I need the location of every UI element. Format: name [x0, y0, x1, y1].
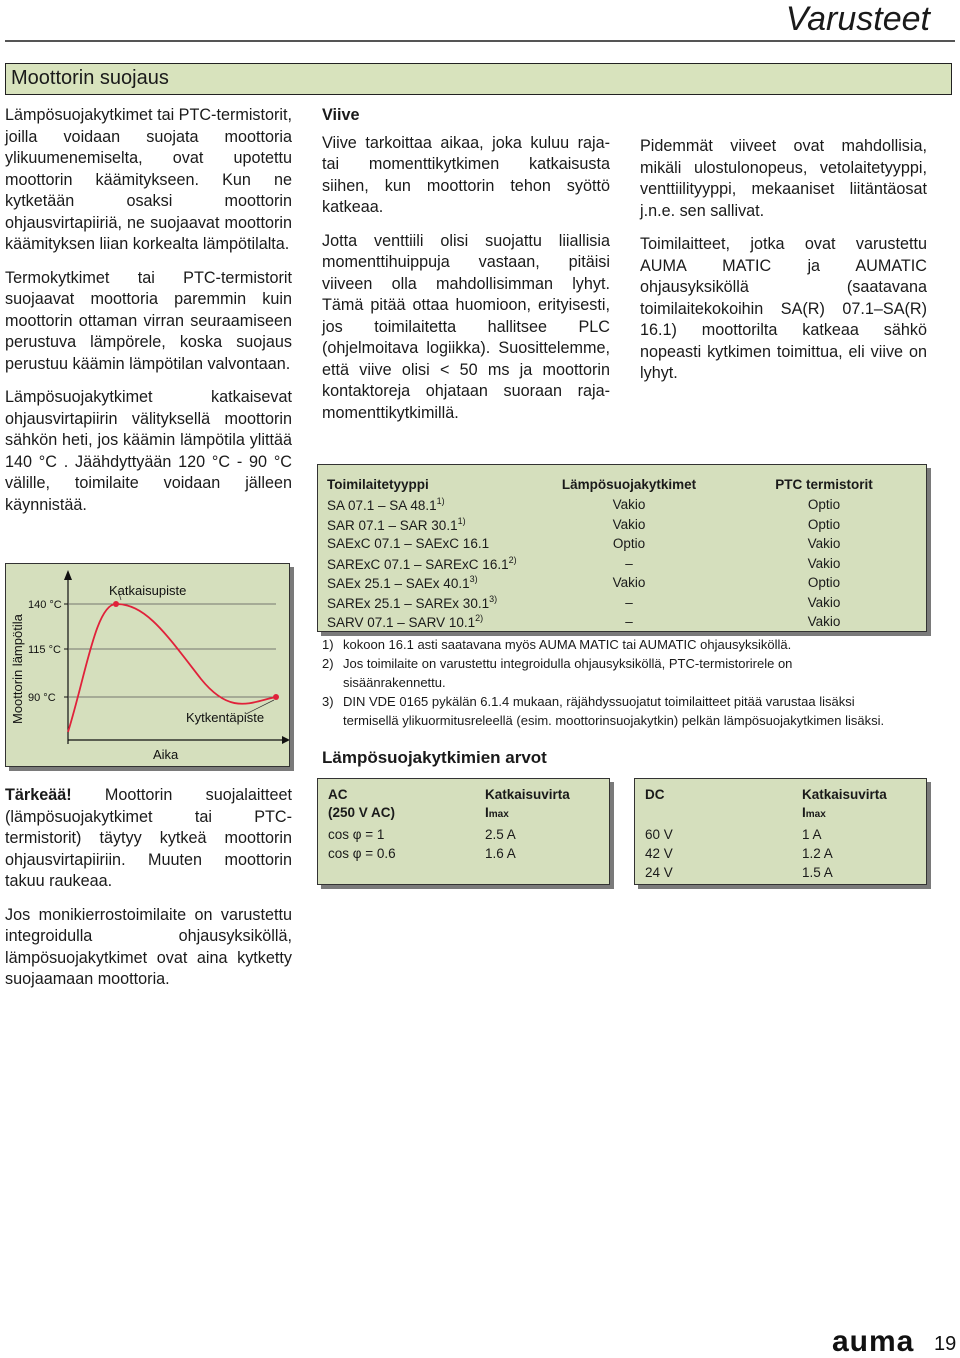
- table-row: [327, 844, 597, 863]
- page-number: 19: [934, 1333, 957, 1355]
- current-cell: 1 A: [802, 827, 822, 842]
- type-text: SAREx 25.1 – SAREx 30.1: [327, 595, 490, 611]
- trip-point-label: Katkaisupiste: [109, 583, 187, 598]
- table-row: [326, 534, 918, 554]
- type-cell: [326, 534, 528, 554]
- dc-values-box: [634, 778, 927, 885]
- footnote-continuation: [322, 712, 922, 729]
- table-row: [644, 825, 914, 844]
- current-header: Katkaisuvirta: [485, 787, 570, 802]
- ptc-cell: Optio: [807, 497, 841, 513]
- paragraph: Lämpösuojakytkimet katkaisevat ohjausvirtapiirin välityksellä moottorin sähkön heti, jos käämin lämpötila ylittää 140 °C . Jäähdyttyään 120 °C - 90 °C välille, toimilaite voidaan jälleen käynnistää.: [5, 388, 292, 514]
- footnote-ref: 2): [508, 554, 517, 565]
- table-row: [326, 593, 918, 613]
- type-cell: [326, 554, 528, 574]
- footnote-continuation: [322, 674, 922, 691]
- table-row: [326, 495, 918, 515]
- current-cell: 2.5 A: [485, 827, 516, 842]
- values-heading: Lämpösuojakytkimien arvot: [322, 748, 547, 767]
- condition-cell: 42 V: [645, 846, 673, 861]
- temperature-diagram: [5, 563, 290, 767]
- paragraph: Jotta venttiili olisi suojattu liiallisia momenttihuippuja vastaan, pitäisi viiveen olla mahdollisimman lyhyt. Tämä pitää ottaa huomioon, erityisesti, jos toimilaitetta hallitsee PLC (ohjelmoitava logiikka). Suosittelemme, että viive olisi < 50 ms ja moottorin kontaktoreja ohjataan suoraan raja- momenttikytkimillä.: [322, 231, 610, 422]
- type-cell: [326, 515, 528, 535]
- paragraph: Viive tarkoittaa aikaa, joka kuluu raja- tai momenttikytkimen katkaisusta siihen, kun moottorin tehon syöttö katkeaa.: [322, 133, 610, 216]
- dc-values-table: [644, 785, 914, 882]
- thermo-switch-cell: –: [625, 614, 633, 630]
- header-rule: [5, 40, 955, 42]
- current-symbol: I: [485, 805, 489, 820]
- x-axis-label: Aika: [153, 747, 179, 762]
- table-header-row: [326, 473, 918, 495]
- page-header-title: Varusteet: [785, 0, 930, 38]
- current-symbol: I: [802, 805, 806, 820]
- condition-cell: 60 V: [645, 827, 673, 842]
- footnote-ref: 2): [475, 613, 484, 624]
- thermo-switch-cell: –: [625, 555, 633, 571]
- footnote-number: 1): [322, 637, 334, 652]
- important-label: Tärkeää!: [5, 786, 72, 804]
- thermo-switch-cell: Optio: [612, 536, 646, 552]
- type-cell: [326, 612, 528, 632]
- condition-cell: 24 V: [645, 865, 673, 880]
- table-row: [644, 844, 914, 863]
- paragraph: Termokytkimet tai PTC-termistorit suojaavat moottoria paremmin kuin moottorin ottaman virran seuraamiseen perustuva lämpörele, koska suojaus perustuu käämin lämpötilan valvontaan.: [5, 268, 292, 373]
- ptc-cell: Vakio: [807, 614, 841, 630]
- footnote-text: Jos toimilaite on varustettu integroidulla ohjausyksiköllä, PTC-termistorirele on: [343, 656, 793, 671]
- footnote-ref: 3): [469, 574, 478, 585]
- footnote-ref: 3): [489, 593, 498, 604]
- ptc-cell: Optio: [807, 516, 841, 532]
- table-header-row: [644, 785, 914, 825]
- footnote: [322, 693, 922, 710]
- tick-label-140: 140 °C: [28, 599, 62, 611]
- reset-point-marker: [273, 694, 279, 700]
- thermo-switch-cell: Vakio: [612, 497, 646, 513]
- footnote-text: kokoon 16.1 asti saatavana myös AUMA MATIC tai AUMATIC ohjausyksiköllä.: [343, 637, 792, 652]
- paragraph: Lämpösuojakytkimet tai PTC-termistorit, joilla voidaan suojata moottoria ylikuumenemiselta, ovat upotettu moottorin käämitykseen. Kun ne kytketään osaksi moottorin ohjausvirtapiiriä, ne suojaavat moottorin käämityksen liian korkealta lämpötilalta.: [5, 106, 292, 253]
- footnote: [322, 655, 922, 672]
- dc-header: DC: [645, 787, 665, 802]
- type-text: SAR 07.1 – SAR 30.1: [327, 517, 458, 533]
- column-left-bottom: [5, 785, 292, 1003]
- table-row: [326, 612, 918, 632]
- table-row: [644, 863, 914, 882]
- ac-voltage: (250 V AC): [328, 805, 396, 820]
- type-cell: [326, 593, 528, 613]
- x-axis-arrow: [282, 736, 289, 744]
- header-cell: Toimilaitetyyppi: [327, 476, 429, 492]
- footnote-text: sisäänrakennettu.: [343, 675, 446, 690]
- type-text: SA 07.1 – SA 48.1: [327, 498, 437, 514]
- paragraph: Pidemmät viiveet ovat mahdollisia, mikäli ulostulonopeus, vetolaitetyyppi, venttiilityyppi, mekaaniset liitäntäosat j.n.e. sen sallivat.: [640, 137, 927, 220]
- current-subscript: max: [805, 809, 826, 820]
- temperature-diagram-svg: [6, 564, 289, 766]
- ptc-cell: Optio: [807, 575, 841, 591]
- column-left: [5, 105, 292, 528]
- ac-header: AC: [328, 787, 348, 802]
- ac-values-table: [327, 785, 597, 863]
- auma-logo: auma: [832, 1325, 915, 1358]
- footnote-text: DIN VDE 0165 pykälän 6.1.4 mukaan, räjähdyssuojatut toimilaitteet pitää varustaa lisäksi: [343, 694, 855, 709]
- delay-heading: Viive: [322, 106, 360, 124]
- current-cell: 1.5 A: [802, 865, 833, 880]
- tick-label-115: 115 °C: [28, 644, 61, 656]
- current-header: Katkaisuvirta: [802, 787, 887, 802]
- actuator-type-table-box: [317, 464, 927, 632]
- section-title: Moottorin suojaus: [11, 67, 169, 89]
- type-text: SAExC 07.1 – SAExC 16.1: [327, 536, 490, 552]
- thermo-switch-cell: –: [625, 594, 633, 610]
- footnote-ref: 1): [436, 496, 445, 507]
- current-cell: 1.6 A: [485, 846, 516, 861]
- ac-values-box: [317, 778, 610, 885]
- paragraph: Toimilaitteet, jotka ovat varustettu AUMA MATIC ja AUMATIC ohjausyksiköllä (saatavana toimilaitekokoihin SA(R) 07.1–SA(R) 16.1) moottorilta katkeaa sähkö nopeasti kytkimen toimittua, eli viive on lyhyt.: [640, 235, 927, 382]
- column-middle: [322, 105, 610, 436]
- footnote-text: termisellä ylikuormitusreleellä (esim. moottorinsuojakytkin) pelkän lämpösuojakytkimen lisäksi.: [343, 713, 885, 728]
- header-cell: PTC termistorit: [775, 476, 873, 492]
- table-row: [326, 515, 918, 535]
- thermo-switch-cell: Vakio: [612, 516, 646, 532]
- ptc-cell: Vakio: [807, 594, 841, 610]
- type-text: SAEx 25.1 – SAEx 40.1: [327, 576, 470, 592]
- table-row: [327, 825, 597, 844]
- type-text: SARExC 07.1 – SARExC 16.1: [327, 556, 509, 572]
- ptc-cell: Vakio: [807, 555, 841, 571]
- trip-point-marker: [113, 601, 119, 607]
- condition-cell: cos φ = 1: [328, 827, 385, 842]
- tick-label-90: 90 °C: [28, 692, 56, 704]
- important-paragraph: [5, 785, 292, 893]
- current-cell: 1.2 A: [802, 846, 833, 861]
- footnote: [322, 636, 922, 653]
- ptc-cell: Vakio: [807, 536, 841, 552]
- table-row: [326, 554, 918, 574]
- type-cell: [326, 495, 528, 515]
- type-text: SARV 07.1 – SARV 10.1: [327, 615, 476, 631]
- type-cell: [326, 573, 528, 593]
- footnote-number: 2): [322, 656, 334, 671]
- thermo-switch-cell: Vakio: [612, 575, 646, 591]
- footnote-number: 3): [322, 694, 334, 709]
- header-cell: Lämpösuojakytkimet: [561, 476, 697, 492]
- condition-cell: cos φ = 0.6: [328, 846, 396, 861]
- actuator-type-table: [326, 473, 918, 632]
- table-header-row: [327, 785, 597, 825]
- footnote-ref: 1): [457, 515, 466, 526]
- paragraph: Jos monikierrostoimilaite on varustettu integroidulla ohjausyksiköllä, lämpösuojakytkimet ovat aina kytketty suojaamaan moottoria.: [5, 905, 292, 988]
- y-axis-label: Moottorin lämpötila: [10, 614, 25, 724]
- table-footnotes: [322, 636, 922, 731]
- y-axis-arrow: [64, 570, 72, 580]
- current-subscript: max: [488, 809, 509, 820]
- section-bar: [5, 63, 952, 95]
- table-row: [326, 573, 918, 593]
- column-right: [640, 136, 927, 397]
- reset-point-label: Kytkentäpiste: [186, 710, 265, 725]
- important-text: Moottorin suojalaitteet (lämpösuojakytkimet tai PTC-termistorit) täytyy kytkeä moottorin ohjausvirtapiiriin. Muuten moottorin takuu raukeaa.: [5, 786, 292, 890]
